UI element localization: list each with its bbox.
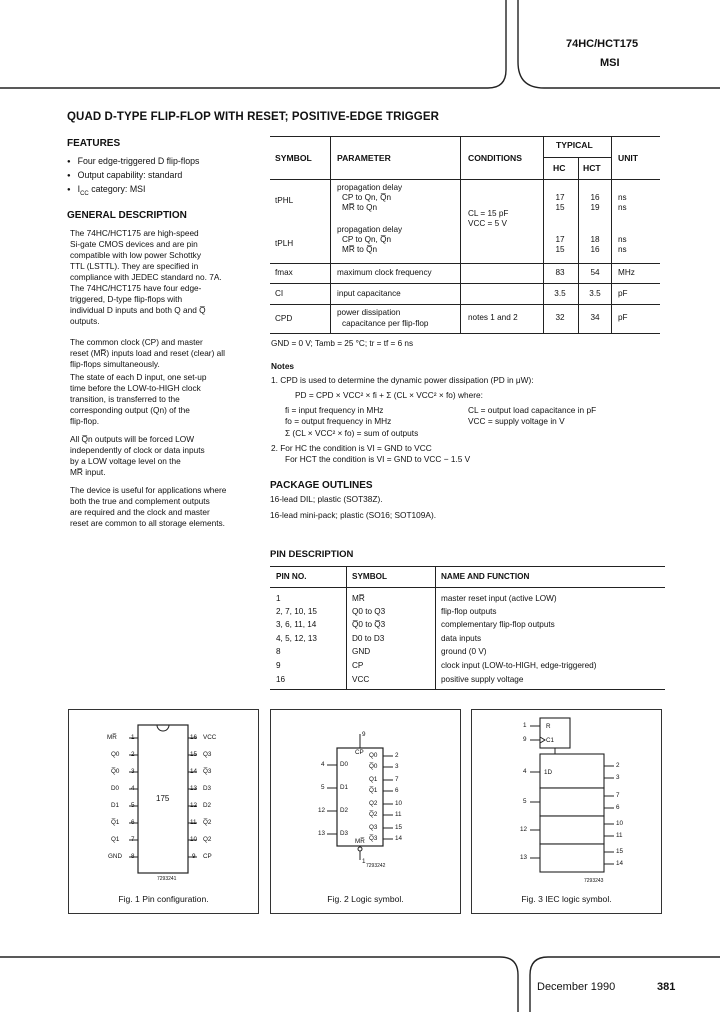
col-hct: HCT: [583, 163, 601, 173]
pin-description-heading: PIN DESCRIPTION: [270, 549, 354, 560]
notes-heading: Notes: [271, 361, 295, 371]
page-title: QUAD D-TYPE FLIP-FLOP WITH RESET; POSITIVE-EDGE TRIGGER: [67, 111, 440, 123]
page-number: 381: [657, 981, 676, 993]
symbol-cpd: CPD: [275, 314, 293, 323]
note-1: 1. CPD is used to determine the dynamic power dissipation (PD in μW):: [271, 375, 534, 385]
col-symbol: SYMBOL: [275, 153, 312, 163]
table-footnote: GND = 0 V; Tamb = 25 °C; tr = tf = 6 ns: [271, 339, 414, 348]
figure-caption: Fig. 1 Pin configuration.: [118, 894, 209, 904]
symbol-fmax: fmax: [275, 268, 293, 277]
description-paragraph: The state of each D input, one set-up time before the LOW-to-HIGH clock transition, is transferred to the corresponding output (Qn) of the flip-flop.: [70, 372, 207, 426]
part-number: 74HC/HCT175: [566, 38, 639, 50]
general-heading: GENERAL DESCRIPTION: [67, 210, 187, 221]
col-hc: HC: [553, 163, 566, 173]
package-line: 16-lead mini-pack; plastic (SO16; SOT109A).: [270, 510, 437, 520]
col-typical: TYPICAL: [556, 140, 593, 150]
features-heading: FEATURES: [67, 138, 121, 149]
description-paragraph: The device is useful for applications where both the true and complement outputs are required and the clock and master reset are common to all storage elements.: [70, 485, 227, 528]
footer-date: December 1990: [537, 981, 616, 993]
condition-vcc: VCC = 5 V: [468, 219, 507, 228]
feature-item: ● Output capability: standard: [67, 170, 182, 180]
note-1-equation: PD = CPD × VCC² × fi + Σ (CL × VCC² × fo) where:: [295, 390, 483, 400]
package-line: 16-lead DIL; plastic (SOT38Z).: [270, 494, 383, 504]
description-paragraph: The 74HC/HCT175 are high-speed Si-gate CMOS devices and are pin compatible with low power Schottky TTL (LSTTL). They are specified in compliance with JEDEC standard no. 7A.: [70, 228, 222, 282]
figure-logic-symbol: 9 CP MR̅ 1 4 D0 5 D1 12 D2 13 D3 Q0 2 Q̅0 3 Q1 7 Q̅1 6 Q2 10 Q̅2 11 Q3 15 Q̅3 14 7293242 Fig. 2 Logic symbol.: [270, 709, 461, 914]
chip-label: 175: [156, 794, 170, 803]
package-heading: PACKAGE OUTLINES: [270, 480, 373, 491]
figure-caption: Fig. 3 IEC logic symbol.: [521, 894, 612, 904]
symbol-tphl: tPHL: [275, 196, 294, 205]
figure-pin-configuration: 175 MR̅ 1 Q0 2 Q̅0 3 D0 4 D1 5 Q̅1 6 Q1 7 GND 8 16 VCC 15 Q3 14 Q̅3 13 D3 12 D2 11 Q̅2 10 Q2 9 CP 7293241 Fig. 1 Pin configuration.: [68, 709, 259, 914]
feature-item: ● Four edge-triggered D flip-flops: [67, 156, 199, 166]
condition-load: CL = 15 pF: [468, 209, 509, 218]
col-parameter: PARAMETER: [337, 153, 391, 163]
classification: MSI: [600, 57, 620, 69]
symbol-tplh: tPLH: [275, 239, 294, 248]
figure-iec-logic-symbol: R C1 1D 1 9 4 5 12 13 2 3 7 6 10 11 15 14 7293243 Fig. 3 IEC logic symbol.: [471, 709, 662, 914]
description-paragraph: All Q̅n outputs will be forced LOW independently of clock or data inputs by a LOW voltage level on the MR̅ input.: [70, 434, 205, 477]
col-unit: UNIT: [618, 153, 639, 163]
feature-item: ● $I_{CC}$ category: MSI: [67, 184, 145, 197]
note-2: 2. For HC the condition is VI = GND to VCC: [271, 443, 432, 453]
description-paragraph: The common clock (CP) and master reset (MR̅) inputs load and reset (clear) all flip-flops simultaneously.: [70, 337, 225, 369]
description-paragraph: The 74HC/HCT175 have four edge- triggered, D-type flip-flops with individual D inputs and both Q and Q̅ outputs.: [70, 283, 206, 326]
figure-caption: Fig. 2 Logic symbol.: [327, 894, 404, 904]
col-conditions: CONDITIONS: [468, 153, 522, 163]
symbol-ci: CI: [275, 289, 284, 298]
